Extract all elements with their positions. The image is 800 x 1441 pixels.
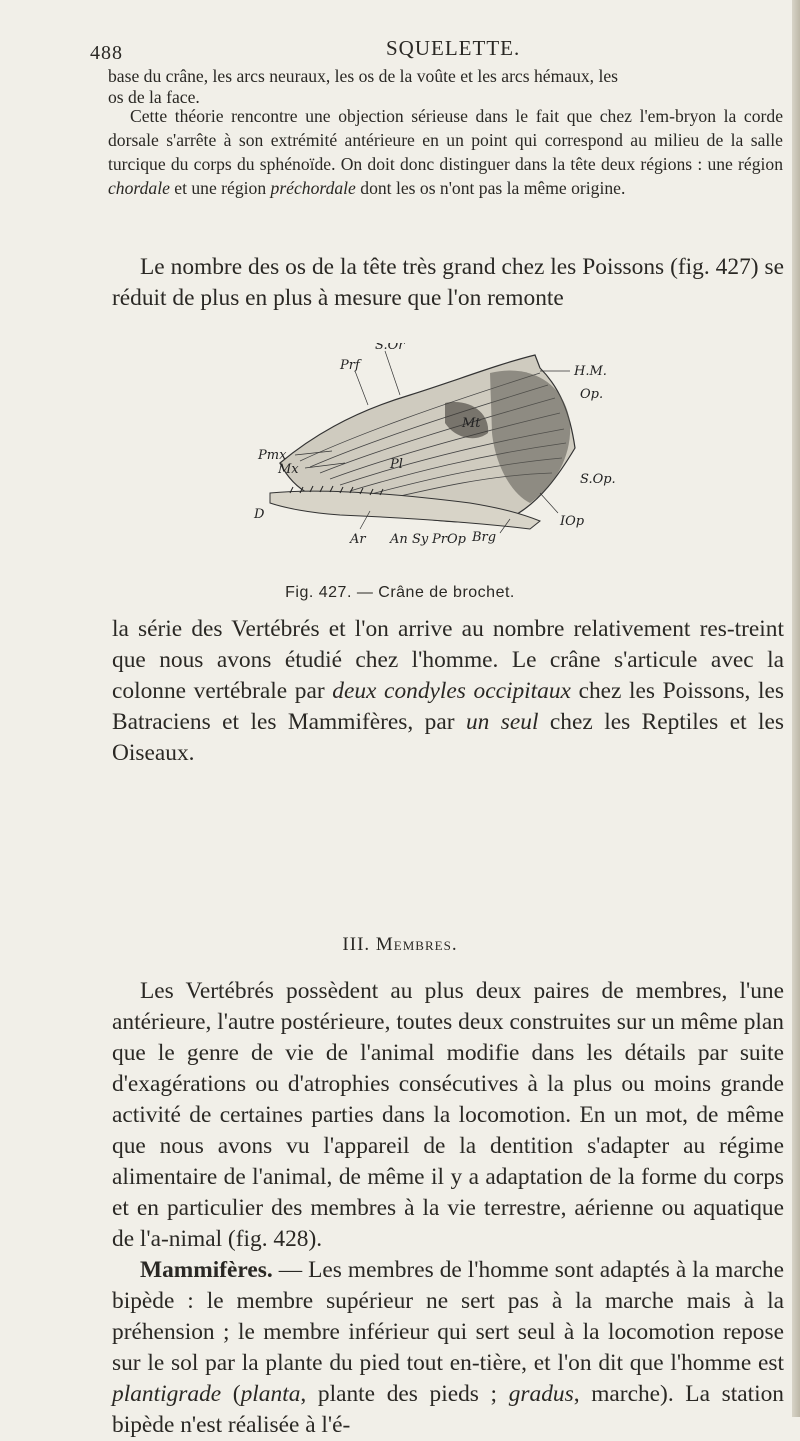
label-i-op: IOp <box>560 514 585 529</box>
label-pr-op: PrOp <box>432 532 466 547</box>
label-h-m: H.M. <box>574 364 607 379</box>
theory-paragraph: Cette théorie rencontre une objection sérieuse dans le fait que chez l'em-bryon la corde dorsale s'arrête à son extrémité antérieure en un point qui correspond au milieu de la salle turcique du corps du sphénoïde. On doit donc distinguer dans la tête deux régions : une région chordale et une région préchordale dont les os n'ont pas la même origine. <box>108 106 783 198</box>
label-mx: Mx <box>278 462 299 477</box>
label-an: An <box>390 532 408 547</box>
running-head: SQUELETTE. <box>386 36 521 60</box>
section-heading <box>0 934 800 956</box>
label-mt: Mt <box>462 416 481 431</box>
label-ar: Ar <box>350 532 366 547</box>
page-header <box>90 30 770 64</box>
label-pmx: Pmx <box>258 448 287 463</box>
top-small-text <box>108 64 783 200</box>
continued-line-end: os de la face. <box>108 87 200 107</box>
pike-skull-illustration <box>240 343 680 563</box>
label-d: D <box>254 507 265 522</box>
section-title: Membres. <box>375 934 458 955</box>
skull-bones-paragraph: Le nombre des os de la tête très grand chez les Poissons (fig. 427) se réduit de plus en plus à mesure que l'on remonte <box>112 254 784 311</box>
figure-427 <box>240 343 680 563</box>
page-number: 488 <box>90 42 123 64</box>
section-number: III. <box>342 934 371 955</box>
vertebrate-series-paragraph: la série des Vertébrés et l'on arrive au nombre relativement res-treint que nous avons étudié chez l'homme. Le crâne s'articule avec la colonne vertébrale par deux condyles occipitaux chez les Poissons, les Batraciens et les Mammifères, par un seul chez les Reptiles et les Oiseaux. <box>112 616 785 766</box>
label-sy: Sy <box>412 532 429 547</box>
label-pl: Pl <box>390 457 403 472</box>
label-prf: Prf <box>340 358 360 373</box>
label-op: Op. <box>580 387 604 402</box>
label-s-or: S.Or <box>375 343 405 353</box>
continued-line: base du crâne, les arcs neuraux, les os de la voûte et les arcs hémaux, les <box>108 66 619 86</box>
figure-caption: Fig. 427. — Crâne de brochet. <box>285 584 515 601</box>
label-s-op: S.Op. <box>580 472 616 487</box>
page-edge <box>792 0 800 1417</box>
limbs-paragraph: Les Vertébrés possèdent au plus deux paires de membres, l'une antérieure, l'autre postérieure, toutes deux construites sur un même plan que le genre de vie de l'animal modifie dans les détails par suite d'exagérations ou d'atrophies consécutives à la plus ou moins grande activité de certaines parties dans la locomotion. En un mot, de même que nous avons vu l'appareil de la dentition s'adapter au régime alimentaire de l'animal, de même il y a adaptation de la forme du corps et en particulier des membres à la vie terrestre, aérienne ou aquatique de l'a-nimal (fig. 428). Mammifères. — Les membres de l'homme sont adaptés à la marche bipède : le membre supérieur ne sert pas à la marche mais à la préhension ; le membre inférieur qui sert seul à la locomotion repose sur le sol par la plante du pied tout en-tière, et l'on dit que l'homme est plantigrade (planta, plante des pieds ; gradus, marche). La station bipède n'est réalisée à l'é- <box>112 976 784 1441</box>
label-brg: Brg <box>472 530 497 545</box>
mammals-paragraph: Mammifères. — Les membres de l'homme sont adaptés à la marche bipède : le membre supérieur ne sert pas à la marche mais à la préhension ; le membre inférieur qui sert seul à la locomotion repose sur le sol par la plante du pied tout en-tière, et l'on dit que l'homme est plantigrade (planta, plante des pieds ; gradus, marche). La station bipède n'est réalisée à l'é- <box>112 1257 785 1438</box>
